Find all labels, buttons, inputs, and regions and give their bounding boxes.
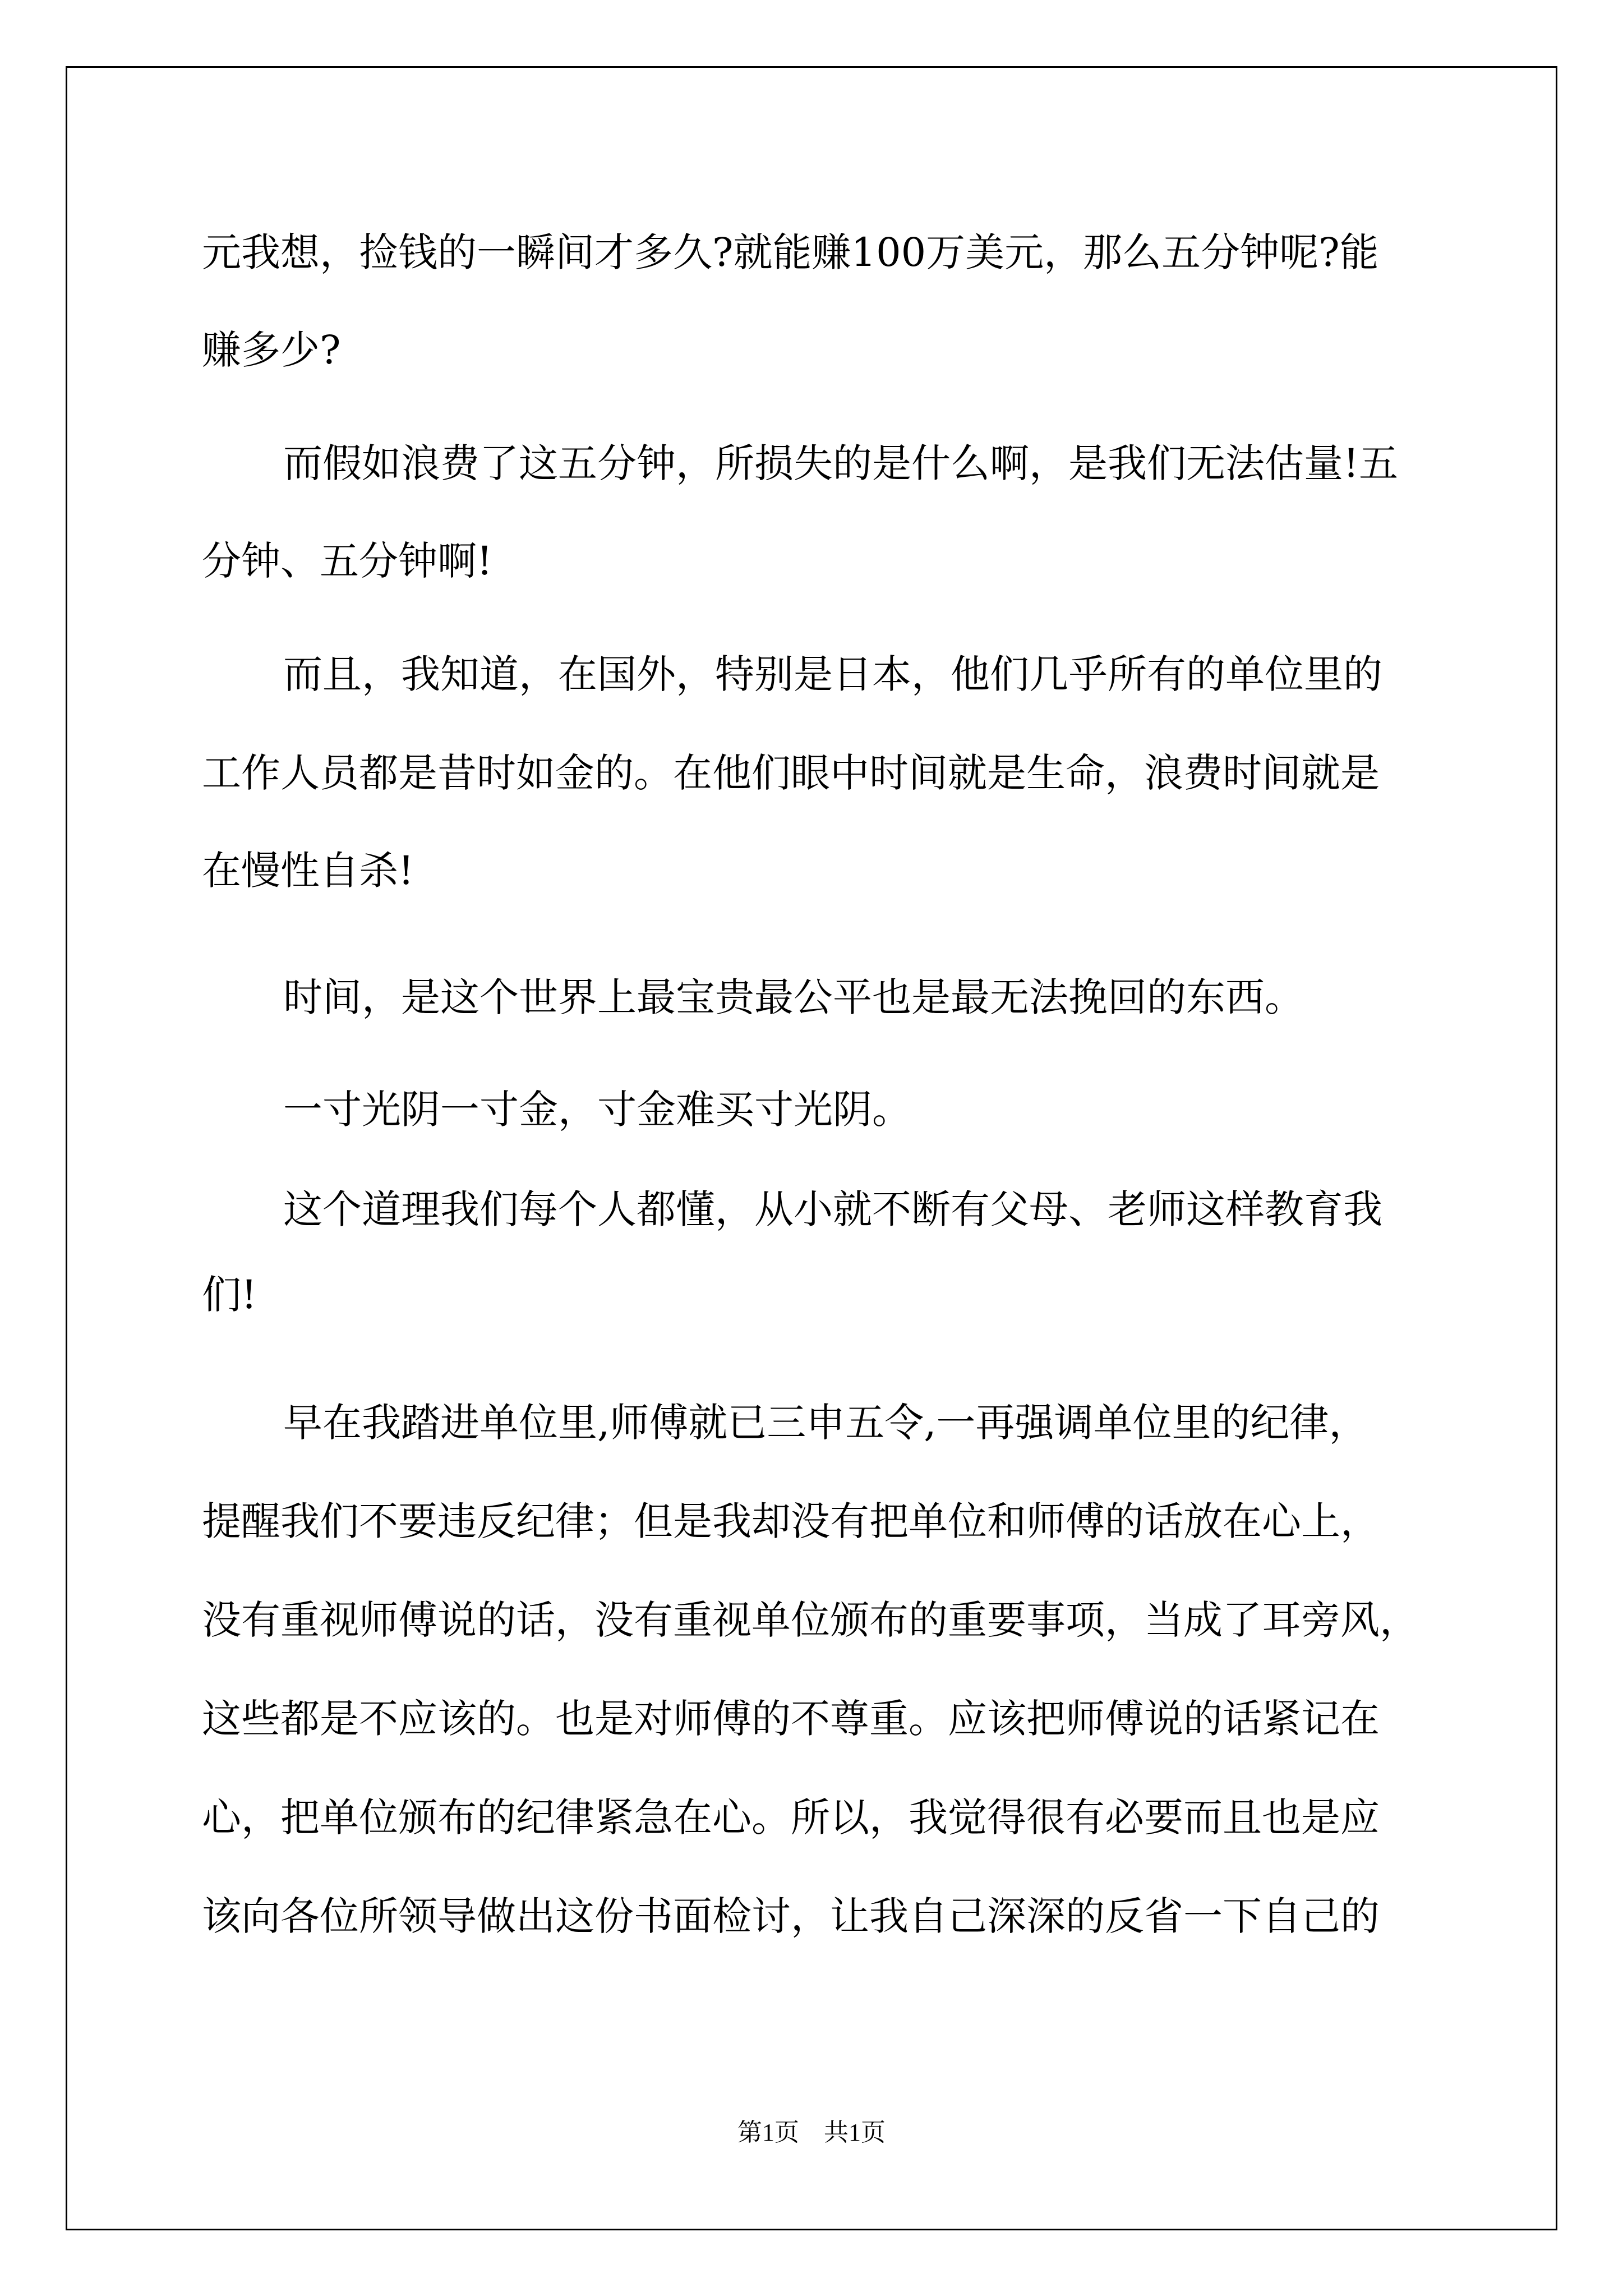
text-line: 而且，我知道，在国外，特别是日本，他们几乎所有的单位里的 (283, 651, 1382, 697)
page-footer: 第1页 共1页 (737, 2119, 886, 2146)
text-line: 元我想，捡钱的一瞬间才多久?就能赚100万美元，那么五分钟呢?能 (202, 229, 1379, 275)
text-line: 一寸光阴一寸金，寸金难买寸光阴。 (283, 1087, 911, 1133)
text-line: 提醒我们不要违反纪律；但是我却没有把单位和师傅的话放在心上， (202, 1498, 1380, 1544)
text-line: 该向各位所领导做出这份书面检讨，让我自己深深的反省一下自己的 (202, 1893, 1380, 1939)
text-line: 工作人员都是昔时如金的。在他们眼中时间就是生命，浪费时间就是 (202, 750, 1380, 796)
text-line: 在慢性自杀! (202, 848, 414, 894)
text-line: 赚多少? (202, 327, 341, 373)
text-line: 们! (202, 1272, 257, 1318)
text-line: 早在我踏进单位里,师傅就已三申五令,一再强调单位里的纪律， (283, 1400, 1368, 1446)
text-line: 这些都是不应该的。也是对师傅的不尊重。应该把师傅说的话紧记在 (202, 1696, 1380, 1742)
text-line: 时间，是这个世界上最宝贵最公平也是最无法挽回的东西。 (283, 974, 1304, 1020)
text-line: 分钟、五分钟啊! (202, 538, 493, 584)
text-line: 这个道理我们每个人都懂，从小就不断有父母、老师这样教育我 (283, 1186, 1382, 1232)
text-line: 心，把单位颁布的纪律紧急在心。所以，我觉得很有必要而且也是应 (202, 1795, 1380, 1841)
text-line: 没有重视师傅说的话，没有重视单位颁布的重要事项，当成了耳旁风， (202, 1597, 1419, 1643)
text-line: 而假如浪费了这五分钟，所损失的是什么啊，是我们无法估量!五 (283, 440, 1399, 486)
